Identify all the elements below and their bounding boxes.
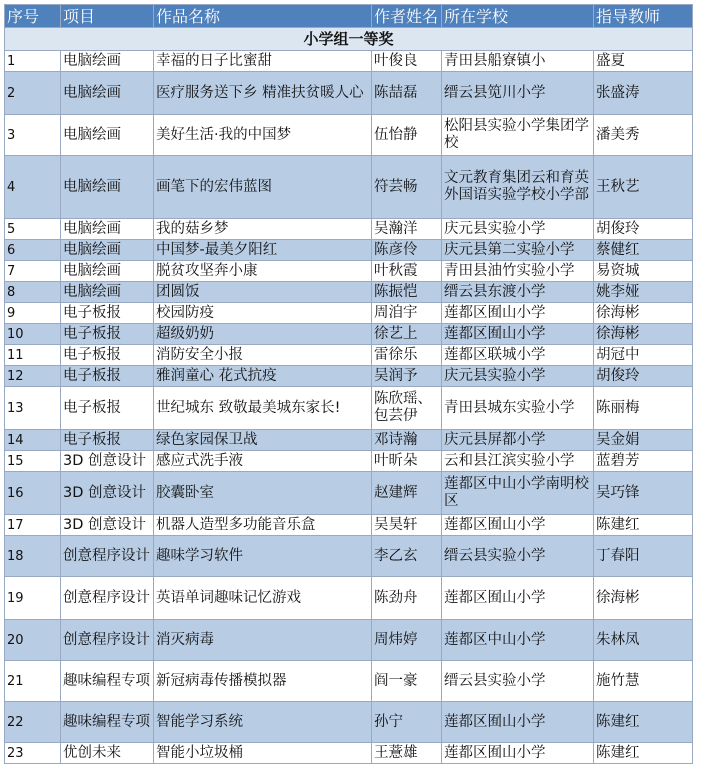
cell-category: 电子板报 (61, 324, 154, 345)
cell-no: 12 (5, 366, 61, 387)
table-row (5, 430, 693, 451)
cell-school: 莲都区囿山小学 (442, 743, 594, 764)
cell-author: 雷徐乐 (372, 345, 442, 366)
cell-author: 阎一豪 (372, 661, 442, 702)
cell-school: 莲都区囿山小学 (442, 577, 594, 620)
cell-no: 1 (5, 51, 61, 72)
cell-work: 美好生活·我的中国梦 (154, 115, 372, 156)
table-row (5, 577, 693, 620)
cell-school: 缙云县实验小学 (442, 661, 594, 702)
cell-teacher: 朱林凤 (594, 620, 693, 661)
cell-school: 庆元县实验小学 (442, 366, 594, 387)
cell-category: 3D 创意设计 (61, 472, 154, 515)
col-header-no: 序号 (5, 5, 61, 28)
cell-teacher: 徐海彬 (594, 577, 693, 620)
cell-work: 画笔下的宏伟蓝图 (154, 156, 372, 219)
cell-category: 电脑绘画 (61, 282, 154, 303)
cell-no: 5 (5, 219, 61, 240)
table-row (5, 472, 693, 515)
cell-category: 创意程序设计 (61, 536, 154, 577)
cell-no: 11 (5, 345, 61, 366)
cell-work: 智能学习系统 (154, 702, 372, 743)
cell-teacher: 王秋艺 (594, 156, 693, 219)
cell-school: 莲都区囿山小学 (442, 324, 594, 345)
table-row (5, 51, 693, 72)
section-row (5, 28, 693, 51)
cell-teacher: 蔡健红 (594, 240, 693, 261)
cell-school: 庆元县屏都小学 (442, 430, 594, 451)
cell-category: 电脑绘画 (61, 51, 154, 72)
cell-no: 20 (5, 620, 61, 661)
cell-category: 电子板报 (61, 303, 154, 324)
cell-no: 9 (5, 303, 61, 324)
cell-work: 英语单词趣味记忆游戏 (154, 577, 372, 620)
cell-category: 优创未来 (61, 743, 154, 764)
cell-author: 李乙玄 (372, 536, 442, 577)
cell-school: 莲都区中山小学 (442, 620, 594, 661)
cell-work: 脱贫攻坚奔小康 (154, 261, 372, 282)
cell-no: 3 (5, 115, 61, 156)
cell-work: 校园防疫 (154, 303, 372, 324)
table-row (5, 240, 693, 261)
cell-author: 伍怡静 (372, 115, 442, 156)
table-row (5, 661, 693, 702)
cell-work: 智能小垃圾桶 (154, 743, 372, 764)
cell-no: 22 (5, 702, 61, 743)
cell-school: 莲都区中山小学南明校区 (442, 472, 594, 515)
cell-teacher: 陈建红 (594, 743, 693, 764)
cell-no: 18 (5, 536, 61, 577)
table-row (5, 515, 693, 536)
cell-work: 医疗服务送下乡 精准扶贫暖人心 (154, 72, 372, 115)
cell-no: 21 (5, 661, 61, 702)
cell-work: 感应式洗手液 (154, 451, 372, 472)
cell-category: 电子板报 (61, 430, 154, 451)
cell-school: 缙云县笕川小学 (442, 72, 594, 115)
table-row (5, 261, 693, 282)
cell-work: 新冠病毒传播模拟器 (154, 661, 372, 702)
cell-teacher: 徐海彬 (594, 324, 693, 345)
cell-school: 青田县船寮镇小 (442, 51, 594, 72)
cell-category: 电脑绘画 (61, 219, 154, 240)
cell-school: 松阳县实验小学集团学校 (442, 115, 594, 156)
cell-work: 世纪城东 致敬最美城东家长! (154, 387, 372, 430)
table-row (5, 282, 693, 303)
col-header-work: 作品名称 (154, 5, 372, 28)
cell-school: 缙云县东渡小学 (442, 282, 594, 303)
cell-teacher: 盛夏 (594, 51, 693, 72)
cell-category: 电子板报 (61, 387, 154, 430)
table-row (5, 451, 693, 472)
cell-author: 邓诗瀚 (372, 430, 442, 451)
cell-school: 莲都区囿山小学 (442, 702, 594, 743)
cell-category: 3D 创意设计 (61, 451, 154, 472)
cell-teacher: 丁春阳 (594, 536, 693, 577)
cell-teacher: 胡冠中 (594, 345, 693, 366)
cell-work: 中国梦-最美夕阳红 (154, 240, 372, 261)
cell-school: 缙云县实验小学 (442, 536, 594, 577)
table-row (5, 366, 693, 387)
cell-teacher: 易资城 (594, 261, 693, 282)
cell-no: 10 (5, 324, 61, 345)
cell-school: 庆元县第二实验小学 (442, 240, 594, 261)
cell-work: 消灭病毒 (154, 620, 372, 661)
cell-author: 陈劲舟 (372, 577, 442, 620)
table-row (5, 387, 693, 430)
cell-author: 叶昕朵 (372, 451, 442, 472)
cell-no: 23 (5, 743, 61, 764)
cell-author: 吴瀚洋 (372, 219, 442, 240)
cell-school: 云和县江滨实验小学 (442, 451, 594, 472)
cell-category: 趣味编程专项 (61, 661, 154, 702)
cell-author: 王薏雄 (372, 743, 442, 764)
cell-work: 绿色家园保卫战 (154, 430, 372, 451)
cell-category: 电脑绘画 (61, 261, 154, 282)
cell-school: 青田县城东实验小学 (442, 387, 594, 430)
cell-no: 13 (5, 387, 61, 430)
table-row (5, 324, 693, 345)
cell-category: 趣味编程专项 (61, 702, 154, 743)
cell-teacher: 吴金娟 (594, 430, 693, 451)
cell-category: 电脑绘画 (61, 240, 154, 261)
cell-author: 周炜婷 (372, 620, 442, 661)
cell-work: 超级奶奶 (154, 324, 372, 345)
cell-teacher: 胡俊玲 (594, 366, 693, 387)
cell-author: 徐艺上 (372, 324, 442, 345)
cell-author: 陈欣瑶、包芸伊 (372, 387, 442, 430)
cell-no: 15 (5, 451, 61, 472)
cell-no: 14 (5, 430, 61, 451)
cell-author: 陈彦伶 (372, 240, 442, 261)
cell-author: 赵建辉 (372, 472, 442, 515)
table-row (5, 536, 693, 577)
cell-category: 3D 创意设计 (61, 515, 154, 536)
table-row (5, 743, 693, 764)
cell-category: 创意程序设计 (61, 620, 154, 661)
cell-author: 吴润予 (372, 366, 442, 387)
cell-school: 莲都区囿山小学 (442, 303, 594, 324)
cell-work: 幸福的日子比蜜甜 (154, 51, 372, 72)
cell-school: 青田县油竹实验小学 (442, 261, 594, 282)
cell-category: 电脑绘画 (61, 156, 154, 219)
table-row (5, 156, 693, 219)
cell-teacher: 徐海彬 (594, 303, 693, 324)
cell-no: 6 (5, 240, 61, 261)
table-row (5, 345, 693, 366)
table-row (5, 702, 693, 743)
cell-author: 符芸畅 (372, 156, 442, 219)
cell-no: 16 (5, 472, 61, 515)
header-row (5, 5, 693, 28)
cell-teacher: 陈丽梅 (594, 387, 693, 430)
cell-school: 文元教育集团云和育英外国语实验学校小学部 (442, 156, 594, 219)
cell-author: 孙宁 (372, 702, 442, 743)
section-title: 小学组一等奖 (5, 28, 693, 51)
cell-category: 电子板报 (61, 345, 154, 366)
cell-category: 电脑绘画 (61, 115, 154, 156)
cell-teacher: 张盛涛 (594, 72, 693, 115)
cell-teacher: 陈建红 (594, 702, 693, 743)
cell-work: 机器人造型多功能音乐盒 (154, 515, 372, 536)
table-row (5, 115, 693, 156)
table-row (5, 303, 693, 324)
cell-school: 庆元县实验小学 (442, 219, 594, 240)
table-row (5, 620, 693, 661)
cell-no: 17 (5, 515, 61, 536)
cell-author: 叶俊良 (372, 51, 442, 72)
cell-author: 吴昊轩 (372, 515, 442, 536)
cell-school: 莲都区囿山小学 (442, 515, 594, 536)
cell-author: 陈振恺 (372, 282, 442, 303)
cell-work: 我的菇乡梦 (154, 219, 372, 240)
cell-no: 7 (5, 261, 61, 282)
col-header-school: 所在学校 (442, 5, 594, 28)
cell-author: 周洎宇 (372, 303, 442, 324)
cell-teacher: 蓝碧芳 (594, 451, 693, 472)
awards-table (4, 4, 693, 764)
cell-no: 2 (5, 72, 61, 115)
cell-author: 陈喆磊 (372, 72, 442, 115)
cell-teacher: 潘美秀 (594, 115, 693, 156)
cell-author: 叶秋霞 (372, 261, 442, 282)
col-header-teacher: 指导教师 (594, 5, 693, 28)
cell-teacher: 陈建红 (594, 515, 693, 536)
cell-work: 消防安全小报 (154, 345, 372, 366)
cell-teacher: 姚李娅 (594, 282, 693, 303)
cell-no: 4 (5, 156, 61, 219)
col-header-author: 作者姓名 (372, 5, 442, 28)
cell-teacher: 吴巧锋 (594, 472, 693, 515)
col-header-category: 项目 (61, 5, 154, 28)
cell-no: 8 (5, 282, 61, 303)
cell-teacher: 施竹慧 (594, 661, 693, 702)
cell-category: 创意程序设计 (61, 577, 154, 620)
cell-work: 雅润童心 花式抗疫 (154, 366, 372, 387)
cell-category: 电子板报 (61, 366, 154, 387)
cell-work: 趣味学习软件 (154, 536, 372, 577)
cell-category: 电脑绘画 (61, 72, 154, 115)
cell-work: 团圆饭 (154, 282, 372, 303)
cell-no: 19 (5, 577, 61, 620)
table-row (5, 72, 693, 115)
cell-school: 莲都区联城小学 (442, 345, 594, 366)
cell-teacher: 胡俊玲 (594, 219, 693, 240)
cell-work: 胶囊卧室 (154, 472, 372, 515)
table-row (5, 219, 693, 240)
